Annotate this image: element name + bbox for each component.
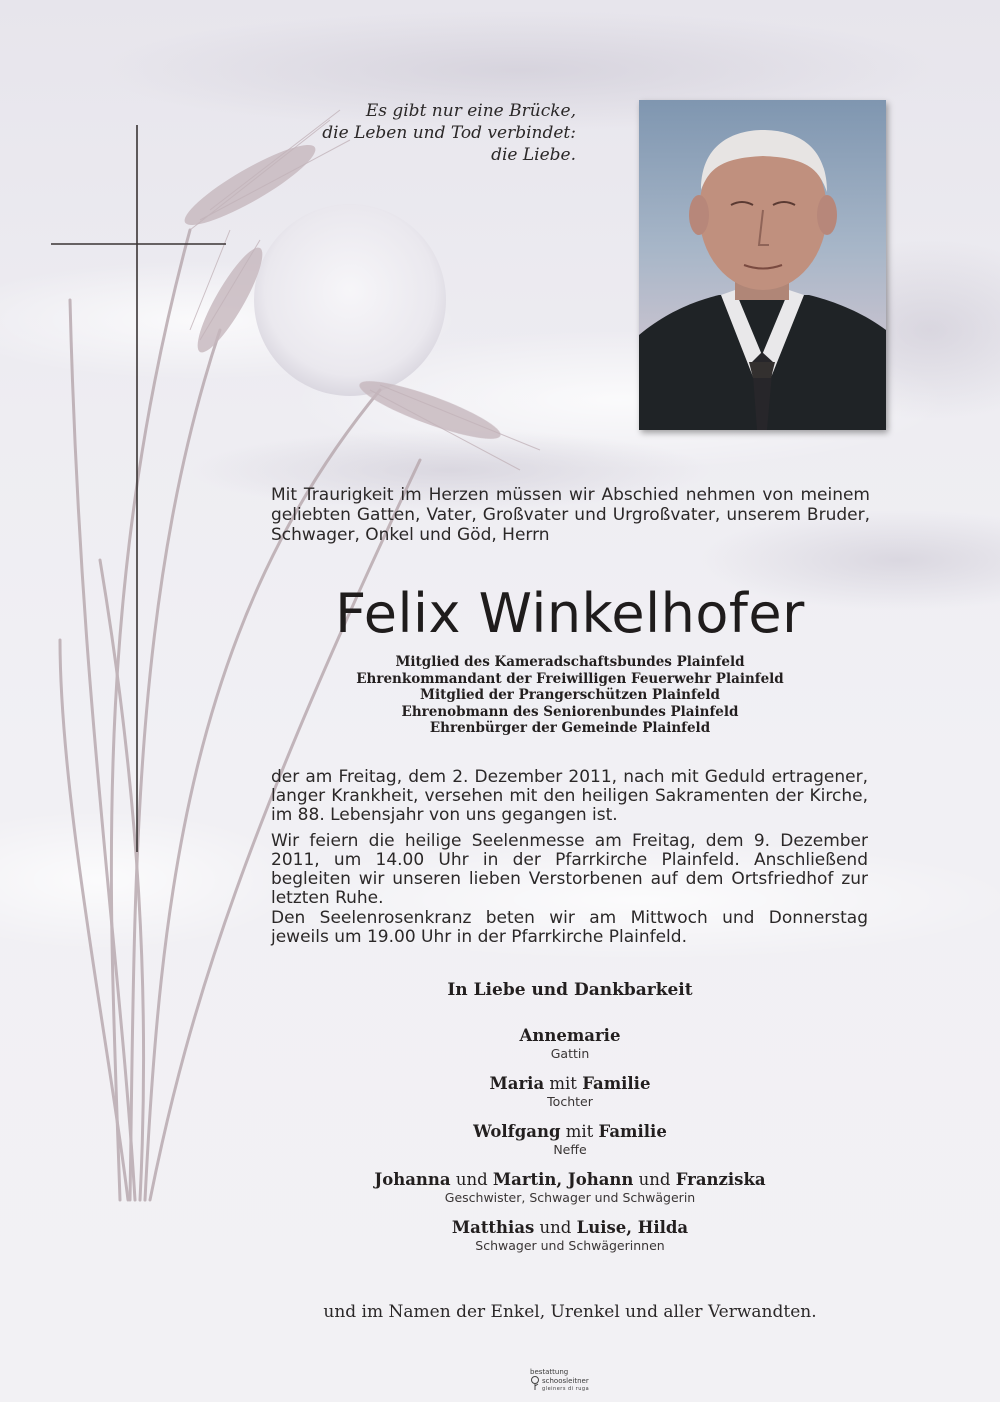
mourner-relation: Tochter <box>547 1094 593 1109</box>
honor-titles-list <box>270 654 870 737</box>
mourner-name: Familie <box>582 1074 651 1093</box>
mourner-names <box>270 1218 870 1238</box>
logo-line: gleiners di ruga <box>542 1386 590 1392</box>
quote-line: Es gibt nur eine Brücke, <box>365 101 576 121</box>
honor-title: Ehrenobmann des Seniorenbundes Plainfeld <box>401 703 739 720</box>
mourner-entry <box>270 1122 870 1158</box>
mourner-relation: Gattin <box>550 1046 590 1061</box>
honor-title: Ehrenbürger der Gemeinde Plainfeld <box>429 720 711 736</box>
deceased-name: Felix Winkelhofer <box>335 582 805 645</box>
mourner-entry <box>270 1074 870 1110</box>
requiem-mass-paragraph: Wir feiern die heilige Seelenmesse am Freitag, dem 9. Dezember 2011, um 14.00 Uhr in der Pfarrkirche Plainfeld. Anschließend begleiten wir unseren lieben Verstorbenen auf dem Ortsfriedhof zur letzten Ruhe. <box>271 831 868 908</box>
funeral-home-logo <box>520 1368 610 1394</box>
mourner-name: Johanna <box>374 1170 451 1189</box>
mourner-relation: Neffe <box>553 1142 587 1157</box>
mourner-connector: mit <box>560 1122 599 1141</box>
rose-icon <box>529 1376 541 1390</box>
mourner-connector: mit <box>544 1074 583 1093</box>
mourner-names <box>270 1170 870 1190</box>
mourner-name: Annemarie <box>519 1026 621 1045</box>
mourner-name: Matthias <box>451 1218 535 1237</box>
mourner-connector: und <box>450 1170 493 1189</box>
quote-line: die Liebe. <box>491 145 576 165</box>
honor-title: Mitglied der Prangerschützen Plainfeld <box>420 687 720 703</box>
logo-line: bestattung <box>530 1368 569 1376</box>
rosary-paragraph: Den Seelenrosenkranz beten wir am Mittwoch und Donnerstag jeweils um 19.00 Uhr in der Pfarrkirche Plainfeld. <box>271 908 868 947</box>
mourner-connector: und <box>534 1218 577 1237</box>
honor-title: Ehrenkommandant der Freiwilligen Feuerwehr Plainfeld <box>356 670 784 687</box>
mourner-name: Franziska <box>675 1170 766 1189</box>
portrait-illustration <box>639 100 886 430</box>
honor-title: Mitglied des Kameradschaftsbundes Plainfeld <box>395 654 745 670</box>
mourner-entry <box>270 1170 870 1206</box>
mourner-name: Familie <box>598 1122 667 1141</box>
death-notice-paragraph: der am Freitag, dem 2. Dezember 2011, nach mit Geduld ertragener, langer Krankheit, versehen mit den heiligen Sakramenten der Kirche, im 88. Lebensjahr von uns gegangen ist. <box>271 767 868 825</box>
mourner-name: Wolfgang <box>473 1122 561 1141</box>
mourner-name: Maria <box>489 1074 545 1093</box>
moon-shape <box>254 204 446 396</box>
mourners-list <box>270 1026 870 1266</box>
portrait-photo <box>639 100 886 430</box>
memorial-quote <box>300 100 576 166</box>
mourner-names <box>270 1074 870 1094</box>
mourner-names <box>270 1026 870 1046</box>
mourner-relation: Geschwister, Schwager und Schwägerin <box>444 1190 696 1205</box>
mourner-name: Martin, Johann <box>492 1170 634 1189</box>
mourner-relation: Schwager und Schwägerinnen <box>475 1238 665 1253</box>
mourner-connector: und <box>633 1170 676 1189</box>
intro-text: Mit Traurigkeit im Herzen müssen wir Abschied nehmen von meinem geliebten Gatten, Vater, Großvater und Urgroßvater, unserem Bruder, Schwager, Onkel und Göd, Herrn <box>271 485 870 545</box>
quote-line: die Leben und Tod verbindet: <box>322 123 576 143</box>
mourner-entry <box>270 1218 870 1254</box>
mourner-names <box>270 1122 870 1142</box>
mourner-entry <box>270 1026 870 1062</box>
closing-heading: In Liebe und Dankbarkeit <box>447 980 693 1000</box>
mourner-name: Luise, Hilda <box>576 1218 689 1237</box>
logo-line: schoosleitner <box>542 1377 589 1385</box>
final-line: und im Namen der Enkel, Urenkel und aller Verwandten. <box>323 1302 817 1322</box>
